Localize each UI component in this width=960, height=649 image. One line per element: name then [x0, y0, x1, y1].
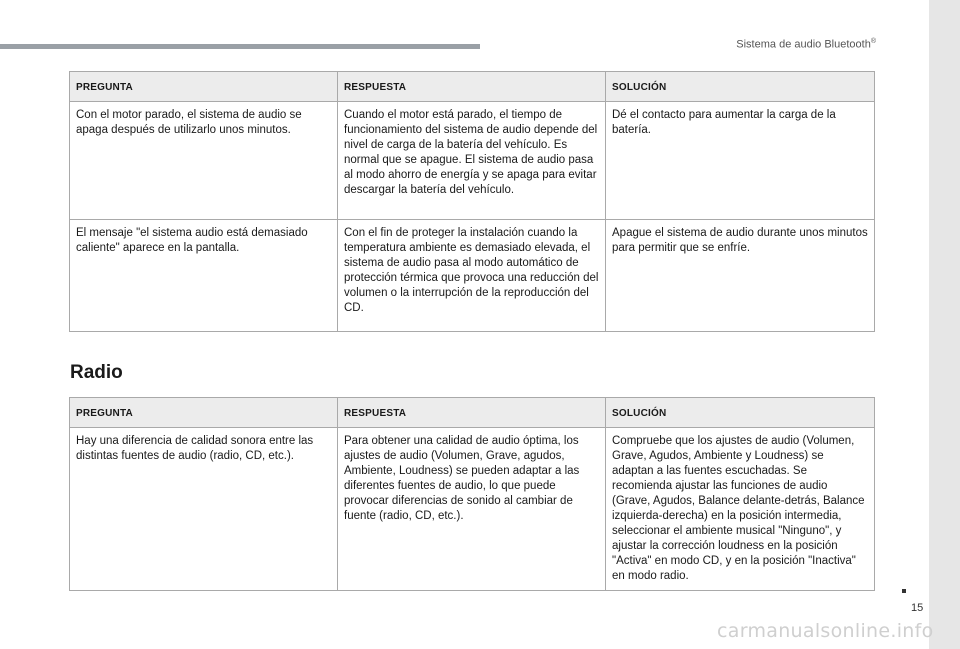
- table-row: [70, 428, 875, 591]
- page-header-title: [736, 38, 876, 51]
- page-marker-dot: [902, 589, 906, 593]
- page-number: 15: [911, 602, 924, 614]
- column-header-answer: RESPUESTA: [338, 72, 606, 102]
- question-cell: Con el motor parado, el sistema de audio se apaga después de utilizarlo unos minutos.: [70, 102, 338, 220]
- question-cell: Hay una diferencia de calidad sonora entre las distintas fuentes de audio (radio, CD, etc.).: [70, 428, 338, 591]
- page-edge-tab: [929, 0, 960, 649]
- column-header-question: PREGUNTA: [70, 398, 338, 428]
- watermark: carmanualsonline.info: [717, 620, 934, 642]
- column-header-solution: SOLUCIÓN: [606, 72, 875, 102]
- solution-cell: Apague el sistema de audio durante unos minutos para permitir que se enfríe.: [606, 220, 875, 332]
- answer-cell: Cuando el motor está parado, el tiempo de funcionamiento del sistema de audio depende del nivel de carga de la batería del vehículo. Es normal que se apague. El sistema de audio pasa al modo ahorro de energía y se apaga para evitar descargar la batería del vehículo.: [338, 102, 606, 220]
- table-header-row: [70, 72, 875, 102]
- faq-table-general: [69, 71, 875, 332]
- faq-table-radio: [69, 397, 875, 591]
- registered-mark: ®: [870, 38, 876, 45]
- answer-cell: Para obtener una calidad de audio óptima, los ajustes de audio (Volumen, Grave, agudos, Ambiente, Loudness) se pueden adaptar a las diferentes fuentes de audio, lo que puede provocar diferencias de sonido al cambiar de fuente (radio, CD, etc.).: [338, 428, 606, 591]
- column-header-answer: RESPUESTA: [338, 398, 606, 428]
- section-heading-radio: Radio: [70, 362, 123, 383]
- solution-cell: Compruebe que los ajustes de audio (Volumen, Grave, Agudos, Ambiente y Loudness) se adaptan a las fuentes escuchadas. Se recomienda ajustar las funciones de audio (Grave, Agudos, Balance delante-detrás, Balance izquierda-derecha) en la posición intermedia, seleccionar el ambiente musical "Ninguno", y ajustar la corrección loudness en la posición "Activa" en modo CD, y en la posición "Inactiva" en modo radio.: [606, 428, 875, 591]
- header-rule: [0, 44, 480, 49]
- table-row: [70, 220, 875, 332]
- column-header-question: PREGUNTA: [70, 72, 338, 102]
- solution-cell: Dé el contacto para aumentar la carga de la batería.: [606, 102, 875, 220]
- table-header-row: [70, 398, 875, 428]
- answer-cell: Con el fin de proteger la instalación cuando la temperatura ambiente es demasiado elevada, el sistema de audio pasa al modo automático de protección térmica que provoca una reducción del volumen o la interrupción de la reproducción del CD.: [338, 220, 606, 332]
- column-header-solution: SOLUCIÓN: [606, 398, 875, 428]
- question-cell: El mensaje "el sistema audio está demasiado caliente" aparece en la pantalla.: [70, 220, 338, 332]
- table-row: [70, 102, 875, 220]
- header-title-text: Sistema de audio Bluetooth: [736, 38, 871, 51]
